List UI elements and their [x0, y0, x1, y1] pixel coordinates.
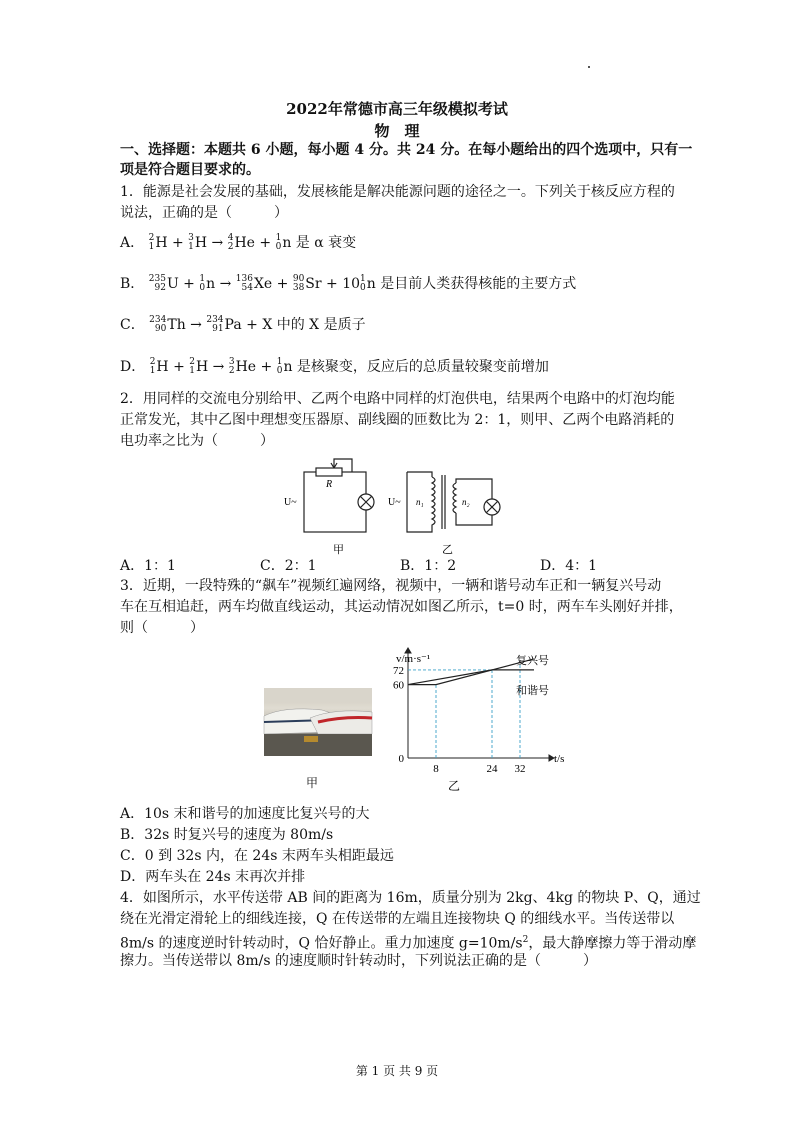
option-text: 是核聚变，反应后的总质量较聚变前增加 — [296, 359, 549, 375]
option-text: 是目前人类获得核能的主要方式 — [380, 276, 577, 292]
q1-option-b — [120, 274, 576, 294]
page-footer: 第 1 页 共 9 页 — [355, 1064, 439, 1078]
chart-label-yi: 乙 — [448, 779, 461, 793]
n1-label: n₁ — [416, 497, 424, 507]
q4-line3-part1: 8m/s 的速度逆时针转动时，Q 恰好静止。重力加速度 g=10m/s — [120, 935, 523, 952]
y-tick-label: 60 — [393, 679, 404, 692]
source-label-left: U~ — [284, 497, 297, 508]
q4-stem-line1: 4．如图所示，水平传送带 AB 间的距离为 16m，质量分别为 2kg、4kg 的物块 P、Q，通过 — [120, 890, 701, 906]
q1-stem-line1: 1．能源是社会发展的基础，发展核能是解决能源问题的途径之一。下列关于核反应方程的 — [120, 184, 675, 200]
q4-stem-line2: 绕在光滑定滑轮上的细线连接，Q 在传送带的左端且连接物块 Q 的细线水平。当传送带以 — [120, 911, 675, 927]
q2-stem-line3: 电功率之比为（ ） — [120, 433, 274, 449]
option-label: B． — [120, 276, 145, 292]
label-yi: 乙 — [442, 543, 453, 556]
q2-option-d: D．4：1 — [540, 558, 598, 574]
legend-fuxing: 复兴号 — [516, 655, 549, 667]
q3-stem-line2: 车在互相追赶，两车均做直线运动，其运动情况如图乙所示，t=0 时，两车车头刚好并排， — [120, 599, 683, 615]
corner-dot — [588, 66, 590, 68]
x-axis-label: t/s — [554, 753, 565, 765]
q3-stem-line3: 则（ ） — [120, 620, 204, 636]
q3-option-b: B．32s 时复兴号的速度为 80m/s — [120, 827, 334, 843]
q1-stem-line2: 说法，正确的是（ ） — [120, 205, 288, 221]
q3-option-a: A．10s 末和谐号的加速度比复兴号的大 — [120, 806, 370, 822]
section-heading-1: 一、选择题：本题共 6 小题，每小题 4 分。共 24 分。在每小题给出的四个选项中，只有一 — [120, 142, 693, 158]
q1-option-d — [120, 357, 549, 377]
circuit-diagram — [282, 455, 522, 555]
q3-option-c: C．0 到 32s 内，在 24s 末两车头相距最远 — [120, 848, 394, 864]
exam-title: 2022年常德市高三年级模拟考试 — [286, 100, 508, 118]
y-axis-label: v/m·s⁻¹ — [396, 653, 431, 665]
q1-option-a — [120, 233, 356, 253]
x-tick-label: 8 — [433, 763, 439, 775]
equation-d: 2 1 H + 2 1 H → 3 2 He + 1 0 n — [149, 357, 297, 376]
series-line-2 — [408, 670, 534, 685]
equation-c: 234 90 Th → 234 91 Pa + X — [149, 315, 277, 334]
q2-stem-line2: 正常发光，其中乙图中理想变压器原、副线圈的匝数比为 2：1，则甲、乙两个电路消耗的 — [120, 412, 675, 428]
q4-superscript: 2 — [522, 935, 529, 945]
q1-option-c — [120, 315, 366, 335]
q2-option-c: C．2：1 — [260, 558, 317, 574]
option-label: D． — [120, 359, 146, 375]
section-heading-2: 项是符合题目要求的。 — [120, 162, 260, 178]
legend-hexie: 和谐号 — [516, 685, 549, 697]
velocity-time-chart — [370, 646, 565, 793]
option-label: C． — [120, 317, 145, 333]
x-tick-label: 32 — [514, 763, 526, 775]
q2-option-a: A．1：1 — [120, 558, 176, 574]
q4-line3-part2: ，最大静摩擦力等于滑动摩 — [528, 935, 697, 952]
option-label: A． — [120, 235, 145, 251]
x-tick-label: 24 — [486, 763, 498, 775]
circuit-jia — [304, 459, 374, 532]
subject-title: 物 理 — [374, 122, 420, 140]
q2-option-b: B．1：2 — [400, 558, 457, 574]
option-text: 是 α 衰变 — [295, 235, 357, 251]
source-label-right: U~ — [388, 497, 401, 508]
train-photo — [264, 688, 372, 756]
q2-stem-line1: 2．用同样的交流电分别给甲、乙两个电路中同样的灯泡供电，结果两个电路中的灯泡均能 — [120, 391, 675, 407]
equation-b: 235 92 U + 1 0 n → 136 54 Xe + 90 38 Sr + 10 1 0 n — [148, 274, 381, 293]
q3-option-d: D．两车头在 24s 末再次并排 — [120, 869, 306, 885]
resistor-label: R — [326, 479, 333, 490]
q3-stem-line1: 3．近期，一段特殊的“飙车”视频红遍网络，视频中，一辆和谐号动车正和一辆复兴号动 — [120, 578, 662, 594]
photo-label-jia: 甲 — [306, 776, 319, 790]
q4-stem-line4: 擦力。当传送带以 8m/s 的速度顺时针转动时，下列说法正确的是（ ） — [120, 953, 597, 969]
option-text: 中的 X 是质子 — [276, 317, 366, 333]
y-tick-label: 0 — [398, 753, 404, 765]
equation-a: 2 1 H + 3 1 H → 4 2 He + 1 0 n — [148, 233, 296, 252]
n2-label: n₂ — [462, 497, 470, 507]
y-tick-label: 72 — [393, 664, 404, 677]
label-jia: 甲 — [333, 543, 344, 556]
